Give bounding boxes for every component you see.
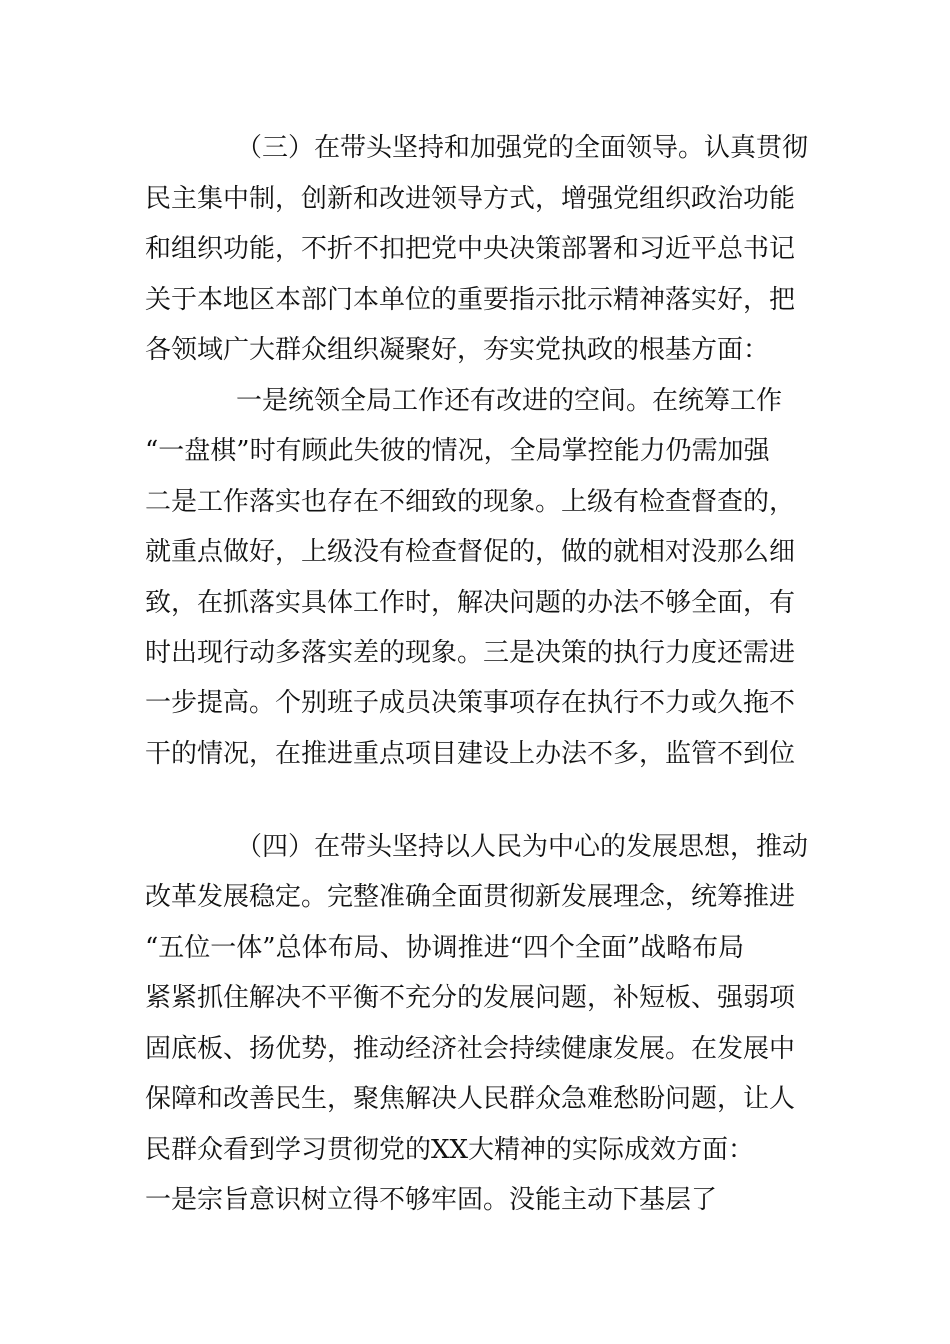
- paragraph-line: 就重点做好，上级没有检查督促的，做的就相对没那么细: [145, 537, 796, 567]
- section-4-heading-line: （四）在带头坚持以人民为中心的发展思想，推动: [236, 832, 809, 862]
- paragraph-line: 紧紧抓住解决不平衡不充分的发展问题，补短板、强弱项: [145, 983, 796, 1013]
- paragraph-line: 民主集中制，创新和改进领导方式，增强党组织政治功能: [145, 184, 796, 214]
- paragraph-line: 二是工作落实也存在不细致的现象。上级有检查督查的，: [145, 487, 796, 517]
- paragraph-line: 关于本地区本部门本单位的重要指示批示精神落实好，把: [145, 285, 796, 315]
- paragraph-line: 干的情况，在推进重点项目建设上办法不多，监管不到位: [145, 739, 796, 769]
- paragraph-line: 一步提高。个别班子成员决策事项存在执行不力或久拖不: [145, 688, 796, 718]
- paragraph-line: 固底板、扬优势，推动经济社会持续健康发展。在发展中: [145, 1034, 796, 1064]
- paragraph-line: 改革发展稳定。完整准确全面贯彻新发展理念，统筹推进: [145, 882, 796, 912]
- paragraph-line: “一盘棋”时有顾此失彼的情况，全局掌控能力仍需加强: [145, 436, 770, 466]
- section-3-heading-line: （三）在带头坚持和加强党的全面领导。认真贯彻: [236, 133, 809, 163]
- paragraph-line: 保障和改善民生，聚焦解决人民群众急难愁盼问题，让人: [145, 1084, 796, 1114]
- paragraph-line: 民群众看到学习贯彻党的XX大精神的实际成效方面：: [145, 1135, 755, 1165]
- paragraph-line: 和组织功能，不折不扣把党中央决策部署和习近平总书记: [145, 234, 796, 264]
- paragraph-line: 各领域广大群众组织凝聚好，夯实党执政的根基方面：: [145, 335, 770, 365]
- paragraph-line: 致，在抓落实具体工作时，解决问题的办法不够全面，有: [145, 588, 796, 618]
- paragraph-line: 一是统领全局工作还有改进的空间。在统筹工作: [236, 386, 783, 416]
- paragraph-line: 一是宗旨意识树立得不够牢固。没能主动下基层了: [145, 1185, 718, 1215]
- paragraph-line: “五位一体”总体布局、协调推进“四个全面”战略布局: [145, 933, 745, 963]
- paragraph-line: 时出现行动多落实差的现象。三是决策的执行力度还需进: [145, 638, 796, 668]
